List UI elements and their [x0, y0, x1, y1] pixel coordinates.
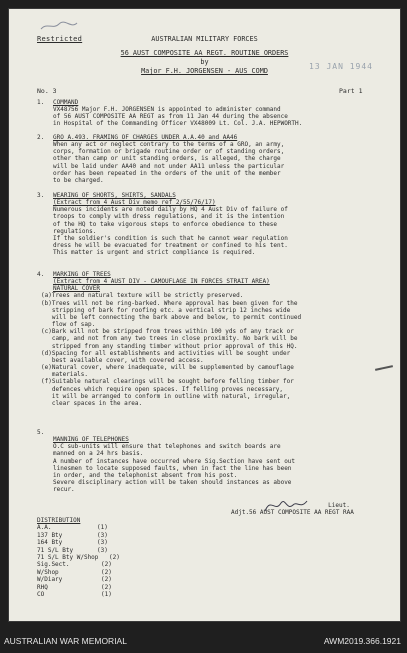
- para-number: 2.: [37, 134, 45, 141]
- para-line: order has been repeated in the orders of the unit of the member: [53, 169, 281, 177]
- para-line: A number of instances have occurred where Sig.Section have sent out: [53, 457, 296, 465]
- para-line: (c)Bark will not be stripped from trees within 100 yds of any track or: [41, 328, 294, 336]
- para-line: to be charged.: [53, 176, 104, 184]
- para-title: COMMAND: [53, 99, 79, 106]
- list-item: 164 Bty (3): [37, 539, 108, 547]
- signature-rank: Lieut.: [328, 502, 350, 509]
- para-line: stripping of bark for roofing etc. a vertical strip 12 inches wide: [41, 306, 291, 314]
- para-title: MARKING OF TREES: [53, 271, 111, 278]
- para-number: 3.: [37, 192, 45, 199]
- para-line: O.C sub-units will ensure that telephones and switch boards are: [53, 443, 281, 451]
- para-line: of 56 AUST COMPOSITE AA REGT as from 11 Jan 44 during the absence: [53, 113, 288, 121]
- para-line: Numerous incidents are noted daily by HQ 4 Aust Div of failure of: [53, 206, 288, 214]
- para-line: in Hospital of the Commanding Officer VX48009 Lt. Col. J.A. HEPWORTH.: [53, 120, 303, 128]
- para-line: linesmen to locate supposed faults, when in fact the line has been: [53, 464, 292, 472]
- list-item: CO (1): [37, 591, 112, 599]
- para-line: corps, formation or brigade routine order or of standing orders,: [53, 148, 285, 156]
- footer-accession: AWM2019.366.1921: [323, 636, 401, 646]
- paragraph-2: [37, 134, 284, 184]
- para-title: GRO A.493. FRAMING OF CHARGES UNDER A.A.40 and AA46: [53, 134, 238, 141]
- archive-footer: [0, 628, 407, 653]
- para-line: camp, and not from any two trees in close proximity. No bark will be: [41, 335, 298, 343]
- para-line: materials.: [41, 371, 88, 379]
- para-subtitle: (Extract from 4 Aust Div memo ref 2/55/76/17): [53, 199, 216, 207]
- para-line: other than camp or unit standing orders, is alleged, the charge: [53, 155, 281, 163]
- para-line: (a)Trees and natural texture will be strictly preserved.: [41, 292, 244, 300]
- para-line: it will be arranged to conform in outline with natural, irregular,: [41, 392, 291, 400]
- para-line: troops to comply with dress regulations, and it is the intention: [53, 213, 285, 221]
- para-number: 1.: [37, 99, 45, 106]
- list-item: RHQ (2): [37, 583, 112, 591]
- paragraph-4: [37, 271, 301, 407]
- author-line: Major F.H. JORGENSEN - AUS COMD: [141, 67, 268, 75]
- signature-line: Adjt.56 AUST COMPOSITE AA REGT RAA: [231, 509, 354, 517]
- para-line: flow of sap.: [41, 321, 96, 329]
- paragraph-5: [37, 429, 295, 493]
- document-page: [8, 8, 401, 622]
- para-number: 5.: [37, 429, 45, 436]
- distribution-title: DISTRIBUTION: [37, 517, 81, 524]
- para-line: will be left connecting the bark above and below, to permit continued: [41, 313, 302, 321]
- para-line: regulations.: [53, 227, 97, 235]
- margin-mark: [375, 365, 393, 371]
- para-line: will be laid under AA40 and not under AA11 unless the particular: [53, 162, 285, 170]
- order-number: No. 3: [37, 87, 57, 95]
- para-line: manned on a 24 hrs basis.: [53, 450, 144, 458]
- para-line: in order, and the telephonist absent from his post.: [53, 471, 238, 479]
- para-line: VX48756 Major F.H. JORGENSEN is appointed to administer command: [53, 106, 281, 114]
- para-line: best available cover, with covered access.: [41, 356, 204, 364]
- list-item: Sig.Sect. (2): [37, 561, 112, 569]
- para-line: (d)Spacing for all establishments and activities will be sought under: [41, 349, 291, 357]
- para-line: When any act or neglect contrary to the terms of a GRO, an army,: [53, 141, 285, 149]
- para-line: This matter is urgent and strict compliance is required.: [53, 249, 256, 257]
- para-line: stripped from any standing timber without prior approval of this HQ.: [41, 342, 298, 350]
- para-line: (f)Suitable natural clearings will be sought before felling timber for: [41, 378, 294, 386]
- list-item: 71 S/L Bty (3): [37, 546, 108, 554]
- para-line: If the soldier's condition is such that he cannot wear regulation: [53, 234, 288, 242]
- para-number: 4.: [37, 271, 45, 278]
- paragraph-1: [37, 99, 302, 128]
- para-line: dress he will be evacuated for treatment or confined to his tent.: [53, 242, 288, 250]
- document-title: AUSTRALIAN MILITARY FORCES: [151, 35, 258, 43]
- para-subheading: NATURAL COVER: [53, 285, 100, 293]
- para-line: clear spaces in the area.: [41, 399, 143, 407]
- list-item: A.A. (1): [37, 524, 108, 532]
- para-line: defences which require open spaces. If felling proves necessary,: [41, 385, 284, 393]
- para-line: (b)Trees will not be ring-barked. Where approval has been given for the: [41, 299, 298, 307]
- by-line: by: [200, 58, 209, 66]
- para-line: Severe disciplinary action will be taken should instances as above: [53, 479, 292, 487]
- list-item: 137 Bty (3): [37, 531, 108, 539]
- handwritten-mark: [39, 21, 79, 31]
- para-subtitle: (Extract from 4 AUST DIV - CAMOUFLAGE IN FORCES STRAIT AREA): [53, 278, 270, 286]
- classification-label: Restricted: [37, 35, 83, 43]
- para-line: recur.: [53, 486, 75, 494]
- para-line: of the HQ to take vigorous steps to enforce obedience to these: [53, 220, 277, 228]
- paragraph-3: [37, 192, 288, 256]
- footer-institution: AUSTRALIAN WAR MEMORIAL: [4, 636, 127, 646]
- part-label: Part 1: [339, 87, 363, 95]
- date-stamp: 13 JAN 1944: [309, 62, 373, 71]
- distribution-list: [37, 517, 120, 598]
- para-title: WEARING OF SHORTS, SHIRTS, SANDALS: [53, 192, 176, 199]
- signature-block: [231, 502, 354, 517]
- list-item: 71 S/L Bty W/Shop (2): [37, 554, 120, 562]
- list-item: W/Shop (2): [37, 568, 112, 576]
- document-subtitle: 56 AUST COMPOSITE AA REGT. ROUTINE ORDERS: [120, 49, 289, 57]
- list-item: W/Diary (2): [37, 576, 112, 584]
- para-line: (e)Natural cover, where inadequate, will be supplemented by camouflage: [41, 364, 294, 372]
- para-title: MANNING OF TELEPHONES: [53, 436, 129, 444]
